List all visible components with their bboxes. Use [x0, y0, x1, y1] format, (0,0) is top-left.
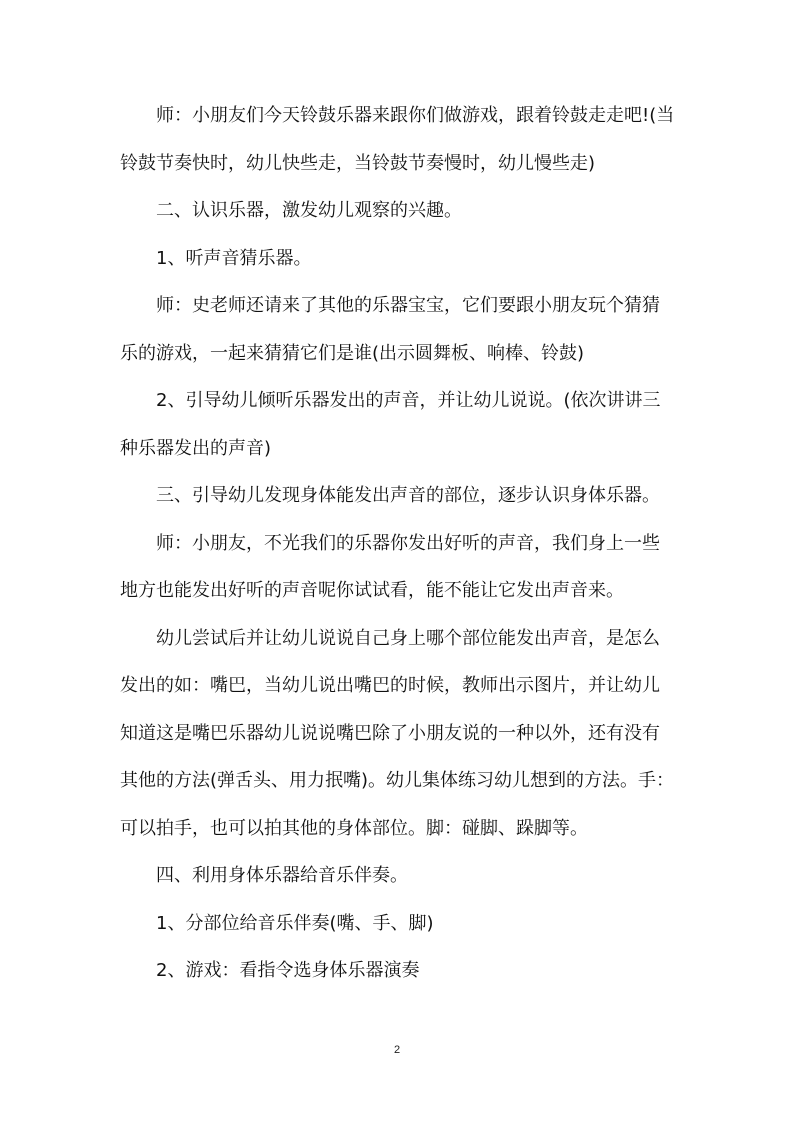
text-line-15: 其他的方法(弹舌头、用力抿嘴)。幼儿集体练习幼儿想到的方法。手：: [120, 770, 675, 791]
text-line-13: 发出的如：嘴巴，当幼儿说出嘴巴的时候，教师出示图片，并让幼儿: [120, 675, 660, 696]
text-line-8: 种乐器发出的声音): [120, 437, 272, 459]
section-heading-2: 二、认识乐器，激发幼儿观察的兴趣。: [156, 200, 462, 221]
text-line-6: 乐的游戏，一起来猜猜它们是谁(出示圆舞板、响棒、铃鼓): [120, 342, 585, 364]
body-text: [120, 92, 680, 995]
text-line-16: 可以拍手，也可以拍其他的身体部位。脚：碰脚、跺脚等。: [120, 817, 588, 839]
text-line-14: 知道这是嘴巴乐器幼儿说说嘴巴除了小朋友说的一种以外，还有没有: [120, 722, 660, 744]
text-line-18: 1、分部位给音乐伴奏(嘴、手、脚): [156, 912, 434, 934]
text-line-12: 幼儿尝试后并让幼儿说说自己身上哪个部位能发出声音，是怎么: [156, 627, 660, 649]
section-heading-4: 四、利用身体乐器给音乐伴奏。: [156, 865, 408, 886]
text-line-10: 师：小朋友，不光我们的乐器你发出好听的声音，我们身上一些: [156, 532, 660, 554]
text-line-5: 师：史老师还请来了其他的乐器宝宝，它们要跟小朋友玩个猜猜: [156, 295, 660, 316]
text-line-4: 1、听声音猜乐器。: [156, 247, 312, 269]
text-line-1: 师：小朋友们今天铃鼓乐器来跟你们做游戏，跟着铃鼓走走吧!(当: [156, 105, 675, 126]
section-heading-3: 三、引导幼儿发现身体能发出声音的部位，逐步认识身体乐器。: [156, 485, 660, 506]
text-line-19: 2、游戏：看指令选身体乐器演奏: [156, 960, 420, 981]
text-line-2: 铃鼓节奏快时，幼儿快些走，当铃鼓节奏慢时，幼儿慢些走): [120, 152, 596, 174]
text-line-7: 2、引导幼儿倾听乐器发出的声音，并让幼儿说说。(依次讲讲三: [156, 390, 661, 411]
text-line-11: 地方也能发出好听的声音呢你试试看，能不能让它发出声音来。: [120, 580, 624, 601]
page-number: 2: [393, 1044, 401, 1056]
